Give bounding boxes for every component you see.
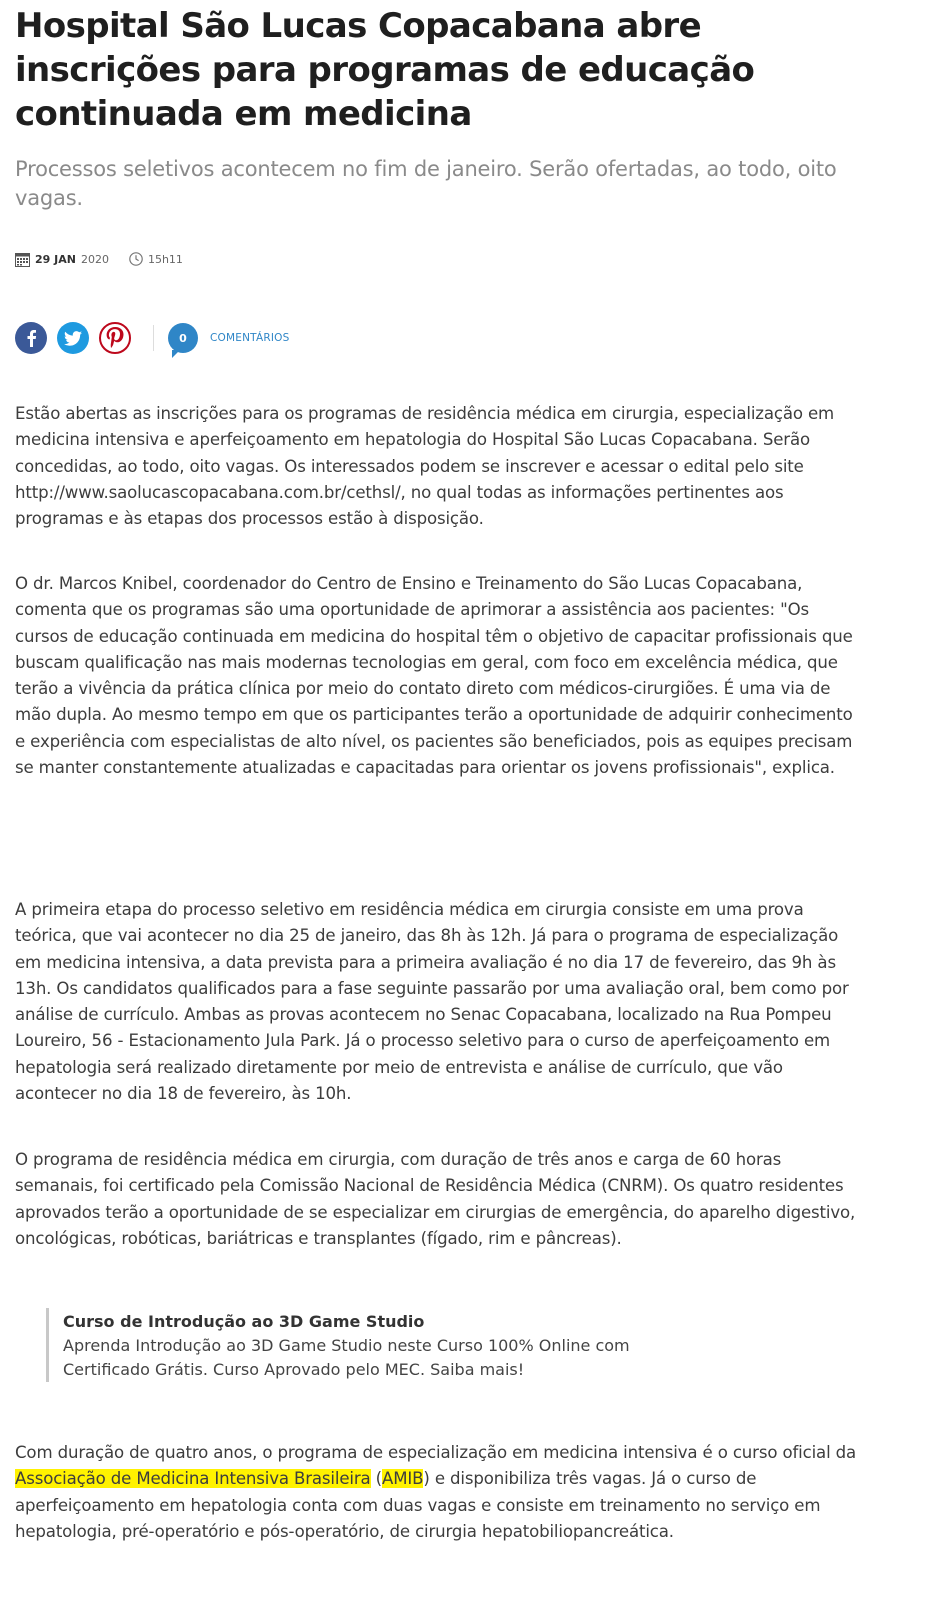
pinterest-share-button[interactable] bbox=[99, 322, 131, 354]
amib-full-name-link[interactable]: Associação de Medicina Intensiva Brasileira bbox=[15, 1469, 371, 1489]
twitter-share-button[interactable] bbox=[57, 322, 89, 354]
paragraph-5 bbox=[15, 1440, 865, 1545]
clock-icon bbox=[129, 252, 143, 266]
article-meta bbox=[15, 249, 183, 269]
paragraph-5-after: ) e disponibiliza três vagas. Já o curso de aperfeiçoamento em hepatologia conta com duas vagas e consiste em treinamento no serviço em hepatologia, pré-operatório e pós-operatório, de cirurgia hepatobiliopancreática. bbox=[15, 1469, 821, 1541]
facebook-share-button[interactable] bbox=[15, 322, 47, 354]
paragraph-5-middle: ( bbox=[370, 1469, 383, 1489]
article-title: Hospital São Lucas Copacabana abre inscrições para programas de educação continuada em medicina bbox=[15, 6, 755, 134]
publish-time: 15h11 bbox=[147, 252, 183, 266]
promo-block[interactable] bbox=[46, 1308, 643, 1382]
comment-bubble-icon[interactable] bbox=[168, 323, 198, 353]
promo-title[interactable]: Curso de Introdução ao 3D Game Studio bbox=[63, 1312, 425, 1331]
comments-count: 0 bbox=[179, 331, 187, 345]
paragraph-5-before: Com duração de quatro anos, o programa de especialização em medicina intensiva é o curso oficial da bbox=[15, 1443, 857, 1462]
paragraph-3: A primeira etapa do processo seletivo em residência médica em cirurgia consiste em uma prova teórica, que vai acontecer no dia 25 de janeiro, das 8h às 12h. Já para o programa de especialização em medicina intensiva, a data prevista para a primeira avaliação é no dia 17 de fevereiro, das 9h às 13h. Os candidatos qualificados para a fase seguinte passarão por uma avaliação oral, bem como por análise de currículo. Ambas as provas acontecem no Senac Copacabana, localizado na Rua Pompeu Loureiro, 56 - Estacionamento Jula Park. Já o processo seletivo para o curso de aperfeiçoamento em hepatologia será realizado diretamente por meio de entrevista e análise de currículo, que vão acontecer no dia 18 de fevereiro, às 10h. bbox=[15, 900, 849, 1104]
share-bar bbox=[15, 320, 289, 356]
article-subtitle: Processos seletivos acontecem no fim de janeiro. Serão ofertadas, ao todo, oito vagas. bbox=[15, 157, 837, 210]
date-year: 2020 bbox=[80, 252, 109, 266]
amib-acronym-link[interactable]: AMIB bbox=[382, 1469, 424, 1489]
paragraph-4: O programa de residência médica em cirurgia, com duração de três anos e carga de 60 horas semanais, foi certificado pela Comissão Nacional de Residência Médica (CNRM). Os quatro residentes aprovados terão a oportunidade de se especializar em cirurgias de emergência, do aparelho digestivo, oncológicas, robóticas, bariátricas e transplantes (fígado, rim e pâncreas). bbox=[15, 1150, 856, 1248]
share-divider bbox=[153, 325, 154, 351]
paragraph-2: O dr. Marcos Knibel, coordenador do Centro de Ensino e Treinamento do São Lucas Copacabana, comenta que os programas são uma oportunidade de aprimorar a assistência aos pacientes: "Os cursos de educação continuada em medicina do hospital têm o objetivo de capacitar profissionais que buscam qualificação nas mais modernas tecnologias em geral, com foco em excelência médica, que terão a vivência da prática clínica por meio do contato direto com médicos-cirurgiões. É uma via de mão dupla. Ao mesmo tempo em que os participantes terão a oportunidade de adquirir conhecimento e experiência com especialistas de alto nível, os pacientes são beneficiados, pois as equipes precisam se manter constantemente atualizadas e capacitadas para orientar os jovens profissionais", explica. bbox=[15, 574, 853, 778]
promo-text[interactable]: Aprenda Introdução ao 3D Game Studio neste Curso 100% Online com Certificado Grátis. Curso Aprovado pelo MEC. Saiba mais! bbox=[63, 1336, 630, 1379]
date-day-month: 29 JAN bbox=[35, 252, 76, 266]
comments-link[interactable]: COMENTÁRIOS bbox=[210, 332, 290, 344]
twitter-icon bbox=[64, 331, 82, 346]
pinterest-icon bbox=[106, 327, 124, 349]
paragraph-1: Estão abertas as inscrições para os programas de residência médica em cirurgia, especialização em medicina intensiva e aperfeiçoamento em hepatologia do Hospital São Lucas Copacabana. Serão concedidas, ao todo, oito vagas. Os interessados podem se inscrever e acessar o edital pelo site http://www.saolucascopacabana.com.br/cethsl/, no qual todas as informações pertinentes aos programas e às etapas dos processos estão à disposição. bbox=[15, 404, 835, 529]
facebook-icon bbox=[24, 329, 38, 347]
calendar-icon bbox=[15, 252, 30, 267]
